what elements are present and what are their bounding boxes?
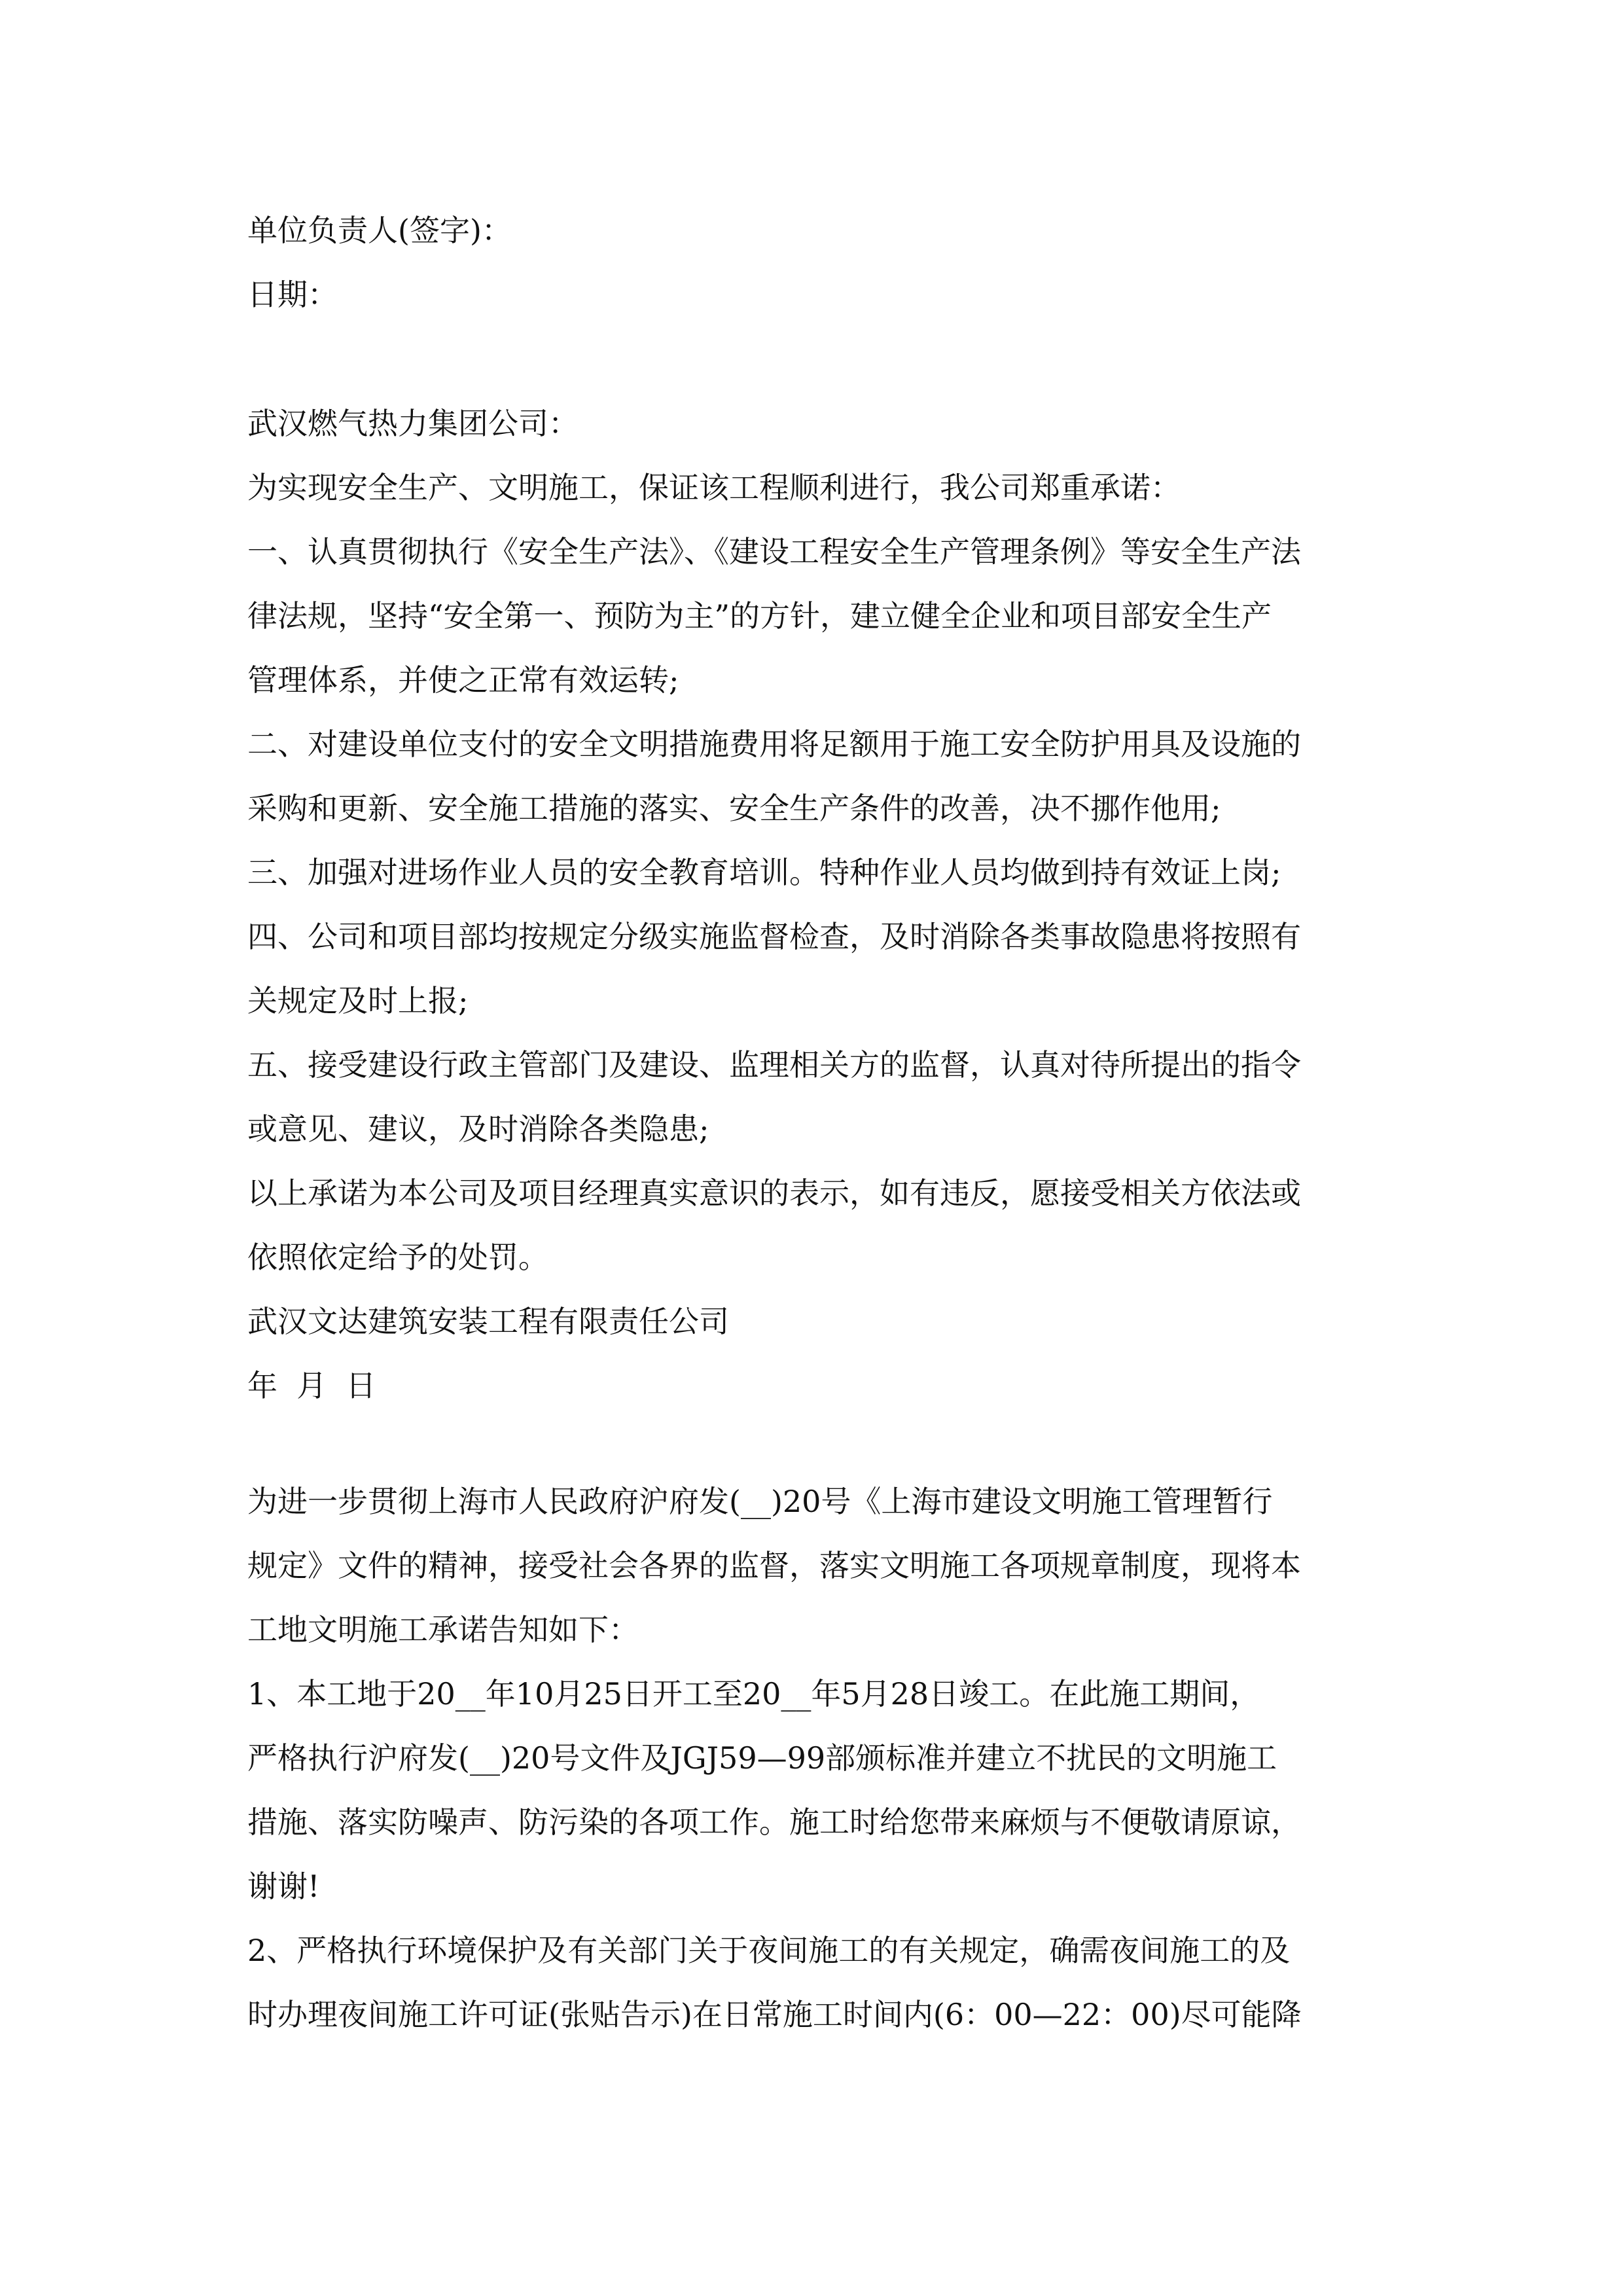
letter-line: 三、加强对进场作业人员的安全教育培训。特种作业人员均做到持有效证上岗; — [247, 855, 1281, 890]
notice-line: 工地文明施工承诺告知如下： — [247, 1612, 639, 1647]
notice-line: 谢谢! — [247, 1869, 320, 1904]
letter-date: 年 月 日 — [247, 1368, 376, 1403]
letter-line: 为实现安全生产、文明施工，保证该工程顺利进行，我公司郑重承诺： — [247, 470, 1181, 505]
letter-line: 五、接受建设行政主管部门及建设、监理相关方的监督，认真对待所提出的指令 — [247, 1047, 1301, 1083]
letter-line: 依照依定给予的处罚。 — [247, 1240, 548, 1275]
notice-line: 为进一步贯彻上海市人民政府沪府发(__)20号《上海市建设文明施工管理暂行 — [247, 1484, 1273, 1519]
letter-addressee: 武汉燃气热力集团公司： — [247, 406, 579, 441]
notice-line: 规定》文件的精神，接受社会各界的监督，落实文明施工各项规章制度，现将本 — [247, 1548, 1301, 1583]
letter-line: 一、认真贯彻执行《安全生产法》、《建设工程安全生产管理条例》等安全生产法 — [247, 534, 1301, 569]
date-label: 日期： — [247, 277, 338, 312]
notice-line: 时办理夜间施工许可证(张贴告示)在日常施工时间内(6：00—22：00)尽可能降 — [247, 1997, 1302, 2032]
letter-company: 武汉文达建筑安装工程有限责任公司 — [247, 1304, 729, 1339]
letter-line: 关规定及时上报; — [247, 983, 469, 1018]
signer-label: 单位负责人(签字)： — [247, 213, 512, 248]
notice-line: 严格执行沪府发(__)20号文件及JGJ59—99部颁标准并建立不扰民的文明施工 — [247, 1740, 1277, 1776]
letter-line: 律法规，坚持“安全第一、预防为主”的方针，建立健全企业和项目部安全生产 — [247, 598, 1272, 634]
letter-line: 四、公司和项目部均按规定分级实施监督检查，及时消除各类事故隐患将按照有 — [247, 919, 1301, 954]
letter-line: 采购和更新、安全施工措施的落实、安全生产条件的改善，决不挪作他用; — [247, 791, 1221, 826]
notice-line: 2、严格执行环境保护及有关部门关于夜间施工的有关规定，确需夜间施工的及 — [247, 1933, 1291, 1968]
letter-line: 以上承诺为本公司及项目经理真实意识的表示，如有违反，愿接受相关方依法或 — [247, 1175, 1301, 1211]
letter-line: 或意见、建议，及时消除各类隐患; — [247, 1111, 709, 1147]
notice-line: 措施、落实防噪声、防污染的各项工作。施工时给您带来麻烦与不便敬请原谅， — [247, 1804, 1301, 1840]
letter-line: 管理体系，并使之正常有效运转; — [247, 662, 679, 698]
notice-line: 1、本工地于20__年10月25日开工至20__年5月28日竣工。在此施工期间， — [247, 1676, 1260, 1712]
letter-line: 二、对建设单位支付的安全文明措施费用将足额用于施工安全防护用具及设施的 — [247, 726, 1301, 762]
